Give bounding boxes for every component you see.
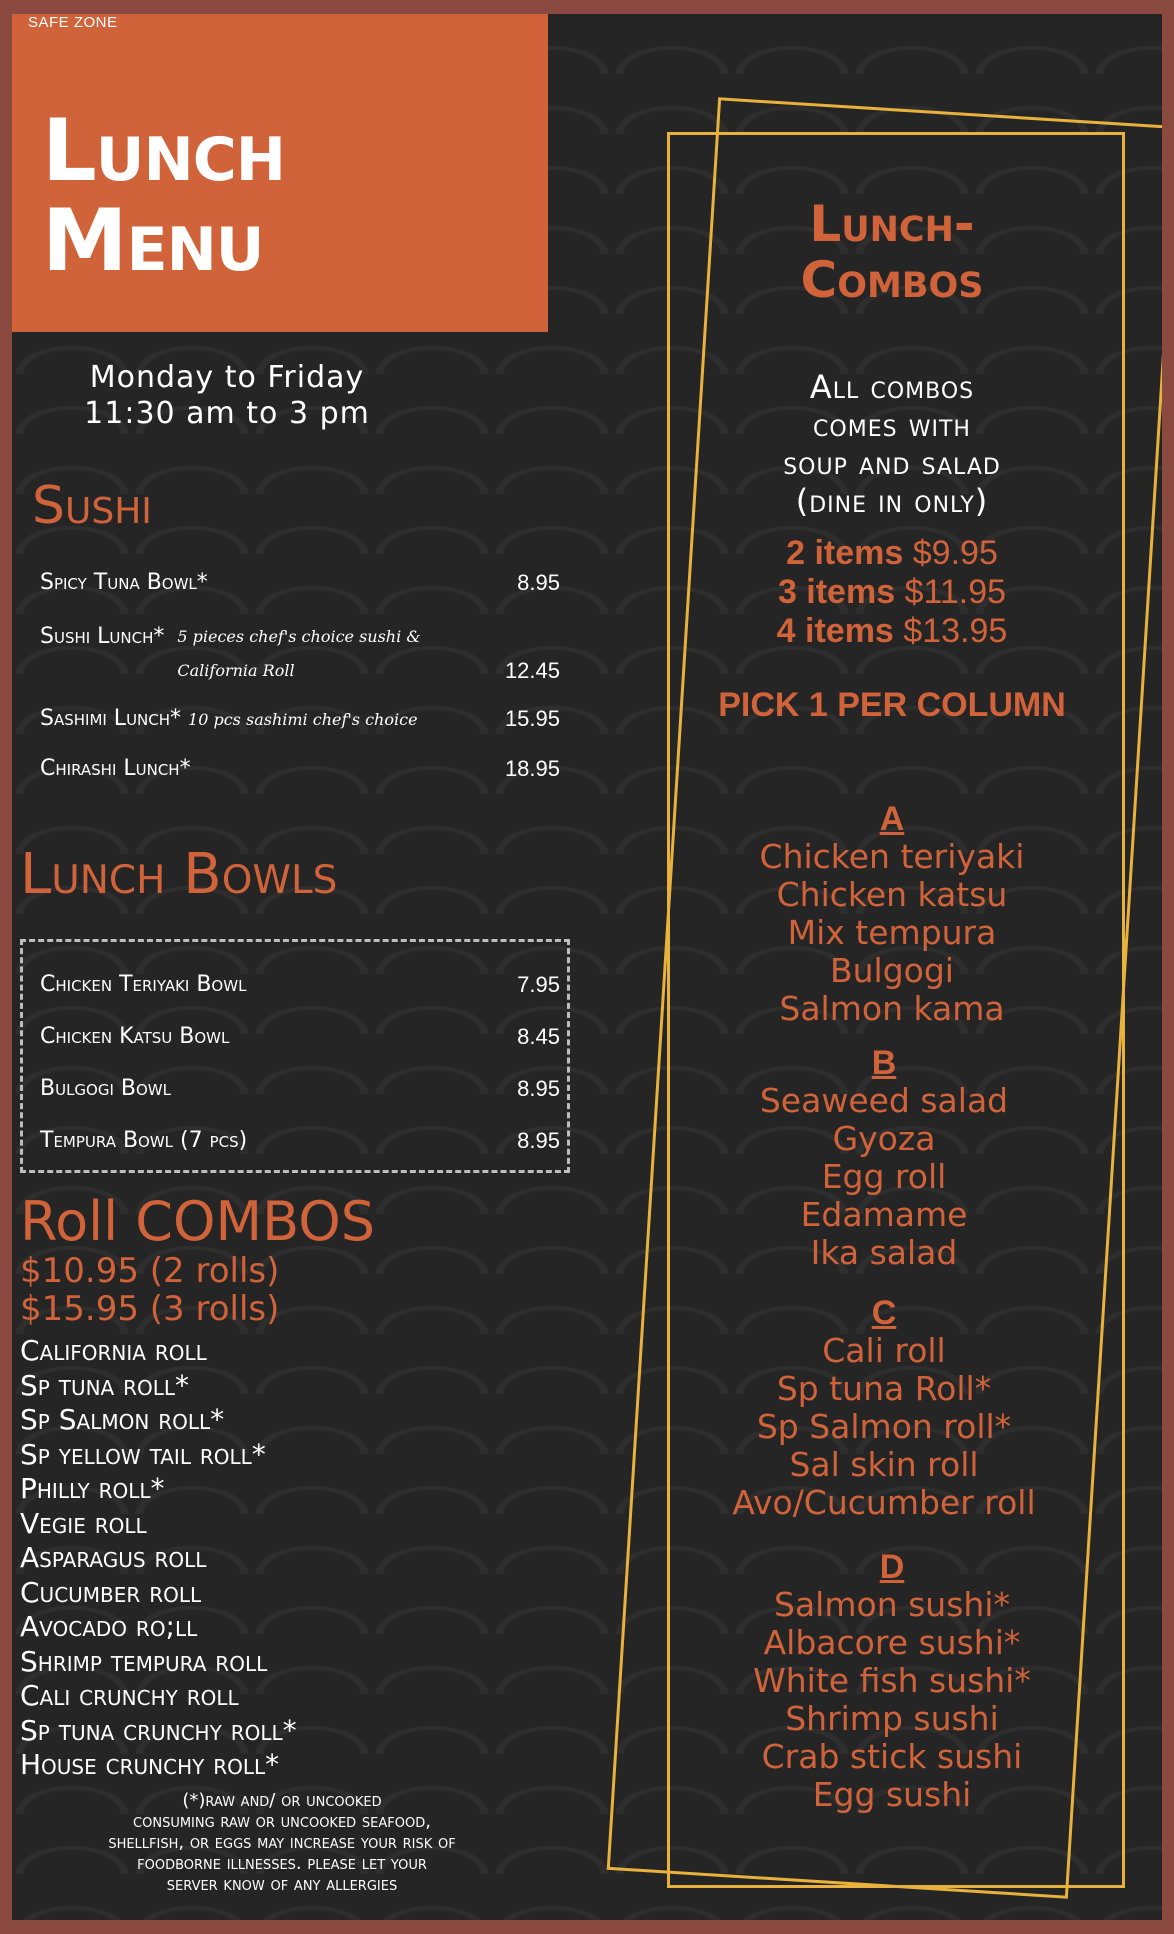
combo-column-a bbox=[672, 800, 1112, 1028]
combo-info bbox=[712, 368, 1072, 520]
safe-zone-label: SAFE ZONE bbox=[28, 14, 118, 31]
title-line-1: Lunch bbox=[42, 101, 285, 201]
bowls-heading: Lunch Bowls bbox=[20, 842, 338, 907]
combo-option: Mix tempura bbox=[787, 913, 997, 952]
sushi-item-price: 18.95 bbox=[504, 756, 560, 781]
rolls-list bbox=[20, 1334, 297, 1783]
title-block bbox=[12, 14, 548, 332]
list-item: Cali crunchy roll bbox=[20, 1679, 239, 1712]
combo-option: Seaweed salad bbox=[759, 1081, 1009, 1120]
bowl-item-price: 8.95 bbox=[517, 1076, 560, 1101]
combo-tier-price: $11.95 bbox=[904, 573, 1007, 611]
combo-tier-count: 3 items bbox=[777, 573, 896, 611]
roll-combos-heading: Roll COMBOS bbox=[20, 1190, 375, 1253]
combo-option: Crab stick sushi bbox=[761, 1737, 1023, 1776]
combo-tier-price: $9.95 bbox=[912, 534, 998, 572]
list-item: Shrimp tempura roll bbox=[20, 1644, 268, 1678]
combo-option: Salmon sushi* bbox=[774, 1585, 1010, 1624]
disclaimer-line: shellfish, or eggs may increase your risk of bbox=[108, 1832, 456, 1853]
sushi-item-price: 12.45 bbox=[504, 658, 560, 683]
pick-label: PICK 1 PER COLUMN bbox=[718, 686, 1066, 724]
combo-option: Avo/Cucumber roll bbox=[732, 1483, 1036, 1522]
list-item: Avocado ro;ll bbox=[20, 1610, 198, 1643]
combo-option: White fish sushi* bbox=[753, 1661, 1031, 1700]
list-item: Sp tuna roll* bbox=[20, 1368, 190, 1402]
combo-option: Egg sushi bbox=[812, 1775, 972, 1814]
sushi-item-name: Chirashi Lunch* bbox=[40, 756, 191, 781]
sushi-heading: Sushi bbox=[32, 476, 152, 536]
combo-column-c bbox=[664, 1294, 1104, 1522]
list-item: Sp Salmon roll* bbox=[20, 1403, 225, 1436]
sushi-item-name: Spicy Tuna Bowl* bbox=[40, 570, 208, 595]
lunch-combos-title-line-1: Lunch- bbox=[809, 195, 975, 253]
bowl-item bbox=[40, 972, 560, 997]
list-item: Sp yellow tail roll* bbox=[20, 1437, 266, 1471]
lunch-combos-title bbox=[712, 196, 1072, 308]
hours-days: Monday to Friday bbox=[89, 360, 365, 395]
sushi-item-price: 8.95 bbox=[517, 570, 560, 595]
sushi-item bbox=[40, 570, 560, 595]
combo-tier bbox=[712, 612, 1072, 651]
sushi-item bbox=[40, 706, 560, 731]
lunch-combos-title-line-2: Combos bbox=[800, 251, 984, 309]
list-item: California roll bbox=[20, 1334, 207, 1367]
combo-column-letter: A bbox=[879, 800, 905, 838]
bowl-item-name: Chicken Katsu Bowl bbox=[40, 1024, 230, 1049]
sushi-item-price: 15.95 bbox=[504, 706, 560, 731]
combo-option: Cali roll bbox=[822, 1331, 946, 1370]
combo-option: Edamame bbox=[800, 1195, 968, 1234]
bowl-item bbox=[40, 1024, 560, 1049]
bowl-item-name: Chicken Teriyaki Bowl bbox=[40, 972, 247, 997]
combo-option: Chicken katsu bbox=[776, 875, 1008, 914]
combo-option: Shrimp sushi bbox=[785, 1699, 999, 1738]
combo-tier bbox=[712, 573, 1072, 612]
combo-option: Egg roll bbox=[821, 1157, 947, 1196]
combo-option: Salmon kama bbox=[779, 989, 1005, 1028]
combo-info-line: comes with bbox=[813, 406, 971, 444]
title-line-2: Menu bbox=[42, 191, 264, 291]
combo-column-letter: D bbox=[879, 1548, 905, 1586]
list-item: Vegie roll bbox=[20, 1506, 147, 1540]
combo-tier-price: $13.95 bbox=[903, 612, 1008, 650]
sushi-item-desc: 5 pieces chef's choice sushi & California Roll bbox=[177, 627, 421, 680]
combo-option: Sp Salmon roll* bbox=[756, 1407, 1012, 1446]
bowl-item-name: Bulgogi Bowl bbox=[40, 1076, 171, 1101]
combo-option: Gyoza bbox=[832, 1119, 936, 1158]
combo-info-line: (dine in only) bbox=[795, 482, 989, 520]
sushi-item-desc: 10 pcs sashimi chef's choice bbox=[188, 710, 418, 729]
list-item: Asparagus roll bbox=[20, 1541, 207, 1574]
combo-tier-count: 2 items bbox=[786, 534, 904, 572]
hours bbox=[12, 360, 442, 432]
page-title bbox=[42, 101, 285, 291]
roll-combo-prices bbox=[20, 1252, 279, 1328]
combo-column-letter: C bbox=[871, 1294, 897, 1332]
roll-combo-price-three: $15.95 (3 rolls) bbox=[20, 1289, 280, 1329]
combo-option: Albacore sushi* bbox=[763, 1623, 1021, 1662]
list-item: House crunchy roll* bbox=[20, 1748, 280, 1781]
bowl-item-price: 8.95 bbox=[517, 1128, 560, 1153]
disclaimer-line: foodborne illnesses. please let your bbox=[137, 1853, 427, 1874]
combo-option: Chicken teriyaki bbox=[759, 837, 1025, 876]
sushi-item-name: Sashimi Lunch* bbox=[40, 706, 182, 731]
bowl-item-price: 8.45 bbox=[517, 1024, 560, 1049]
sushi-item bbox=[40, 620, 560, 688]
combo-column-d bbox=[672, 1548, 1112, 1814]
combo-tiers bbox=[712, 534, 1072, 651]
combo-column-letter: B bbox=[871, 1044, 897, 1082]
bowl-item-price: 7.95 bbox=[517, 972, 560, 997]
roll-combo-price-two: $10.95 (2 rolls) bbox=[20, 1251, 280, 1291]
bowl-item-name: Tempura Bowl (7 pcs) bbox=[40, 1128, 248, 1153]
disclaimer-line: (*)raw and/ or uncooked bbox=[182, 1790, 382, 1811]
sushi-item bbox=[40, 756, 560, 781]
menu-board bbox=[12, 14, 1162, 1920]
combo-tier bbox=[712, 534, 1072, 573]
hours-time: 11:30 am to 3 pm bbox=[84, 396, 370, 431]
disclaimer bbox=[12, 1790, 552, 1895]
combo-column-b bbox=[664, 1044, 1104, 1272]
bowl-item bbox=[40, 1128, 560, 1153]
combo-option: Sp tuna Roll* bbox=[776, 1369, 992, 1408]
list-item: Philly roll* bbox=[20, 1472, 165, 1505]
combo-option: Bulgogi bbox=[830, 951, 954, 990]
combo-info-line: All combos bbox=[809, 368, 975, 406]
combo-tier-count: 4 items bbox=[776, 612, 894, 650]
combo-info-line: soup and salad bbox=[783, 444, 1001, 482]
bowl-item bbox=[40, 1076, 560, 1101]
sushi-item-name: Sushi Lunch* bbox=[40, 624, 165, 649]
combo-option: Ika salad bbox=[810, 1233, 958, 1272]
combo-option: Sal skin roll bbox=[789, 1445, 979, 1484]
disclaimer-line: consuming raw or uncooked seafood, bbox=[133, 1811, 431, 1832]
disclaimer-line: server know of any allergies bbox=[166, 1874, 398, 1895]
list-item: Sp tuna crunchy roll* bbox=[20, 1713, 297, 1747]
list-item: Cucumber roll bbox=[20, 1575, 202, 1609]
